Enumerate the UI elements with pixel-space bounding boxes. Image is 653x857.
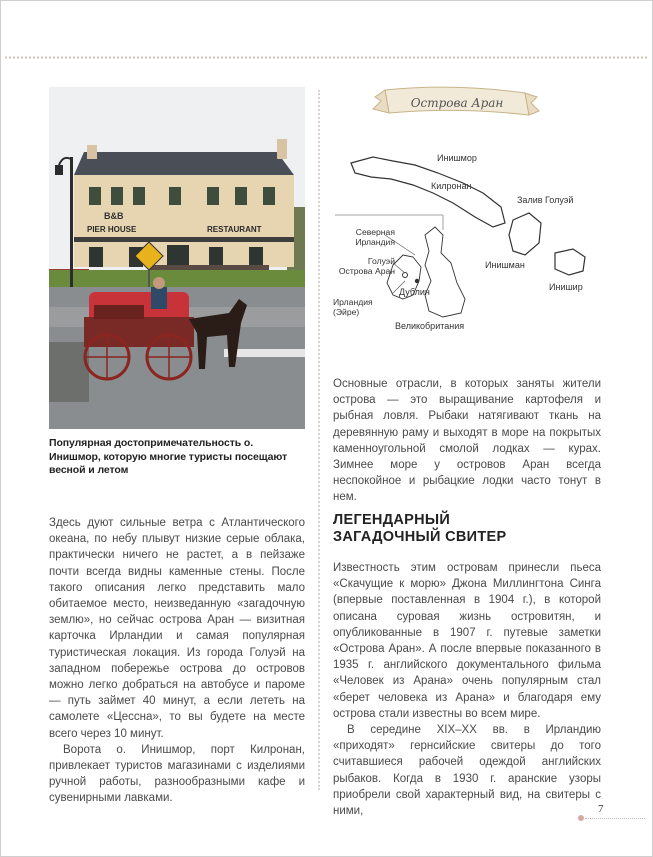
heading-line-2: ЗАГАДОЧНЫЙ СВИТЕР <box>333 529 507 545</box>
section-paragraph-2: В середине XIX–XX вв. в Ирландию «приходят» гернсийские свитеры до того считавшиеся рабочей одеждой английских рыбаков. Когда в 1930 г. аранские узоры приобрели свой характерный вид, на свитеры с ними, <box>333 724 601 818</box>
page-number-dot <box>578 815 584 821</box>
column-divider <box>318 90 320 790</box>
page-number-line <box>585 818 645 819</box>
label-inishmore: Инишмор <box>437 153 477 163</box>
great-britain-shape <box>425 227 465 317</box>
inisheer-island <box>555 249 585 275</box>
sign-pier-house: PIER HOUSE <box>87 225 137 234</box>
label-inishmaan: Инишман <box>485 260 525 270</box>
sweater-section <box>333 512 601 819</box>
banner-ribbon <box>373 87 539 115</box>
section-paragraph-1: Известность этим островам принесли пьеса «Скачущие к морю» Джона Миллингтона Синга (впервые поставленная в 1904 г.), в которой описана суровая жизнь островитян, и опубликованные в 1907 г. путевые заметки «Острова Аран». А после впервые показанного в 1935 г. английского документального фильма «Человек из Арана» очень популярным стал «берет человека из Арана» и благодаря ему острова стали известны во всем мире. <box>333 562 601 720</box>
label-northern-ireland: Северная Ирландия <box>355 227 395 247</box>
header-dotted-rule <box>4 56 649 59</box>
heading-line-1: ЛЕГЕНДАРНЫЙ <box>333 512 451 528</box>
aran-islands-map <box>333 85 593 345</box>
label-great-britain: Великобритания <box>395 321 465 331</box>
photo-pier-house <box>49 87 305 429</box>
left-text-column <box>49 515 305 807</box>
intro-paragraph: Основные отрасли, в которых заняты жители острова — это выращивание картофеля и рыбная ловля. Рыбаки натягивают ткань на деревянную раму и выходят в море на покрытых каменноугольной смолой лодках — курах. Зимнее море у островов Аран всегда неспокойное и рыбацкие лодки часто тонут в нем. <box>333 378 601 504</box>
inishmore-island <box>351 157 505 227</box>
page-number: 7 <box>598 803 604 815</box>
label-inisheer: Инишир <box>549 282 583 292</box>
label-ireland: Ирландия (Эйре) <box>333 297 373 317</box>
section-heading <box>333 512 601 546</box>
label-galway-aran: Голуэй Острова Аран <box>338 256 395 276</box>
label-dublin: Дублин <box>399 287 430 297</box>
label-kilronan: Килронан <box>431 181 472 191</box>
left-paragraph-2: Ворота о. Инишмор, порт Килронан, привлекает туристов магазинами с изделиями ручной работы, разнообразными кафе и сувенирными лавками. <box>49 743 305 805</box>
label-galway-bay: Залив Голуэй <box>517 195 574 205</box>
intro-block <box>333 376 601 506</box>
photo-caption: Популярная достопримечательность о. Инишмор, которую многие туристы посещают весной и летом <box>49 437 287 476</box>
left-paragraph-1: Здесь дуют сильные ветра с Атлантического океана, по небу плывут низкие серые облака, практически ничего не растет, а в пейзаже почти всегда видны каменные стены. После такого описания легко представить мало обитаемое место, неизведанную «загадочную землю», но сейчас острова Аран — визитная карточка Ирландии и самая популярная туристическая локация. Из города Голуэй на западном побережье острова до островов можно легко добраться на автобусе и пароме — путь займет 40 минут, а если лететь на самолете «Цессна», то вы будете на месте всего через 10 минут. <box>49 517 305 740</box>
inishmaan-island <box>509 213 541 255</box>
sign-bb: B&B <box>104 211 124 221</box>
banner-title: Острова Аран <box>410 96 504 110</box>
sign-restaurant: RESTAURANT <box>207 225 262 234</box>
